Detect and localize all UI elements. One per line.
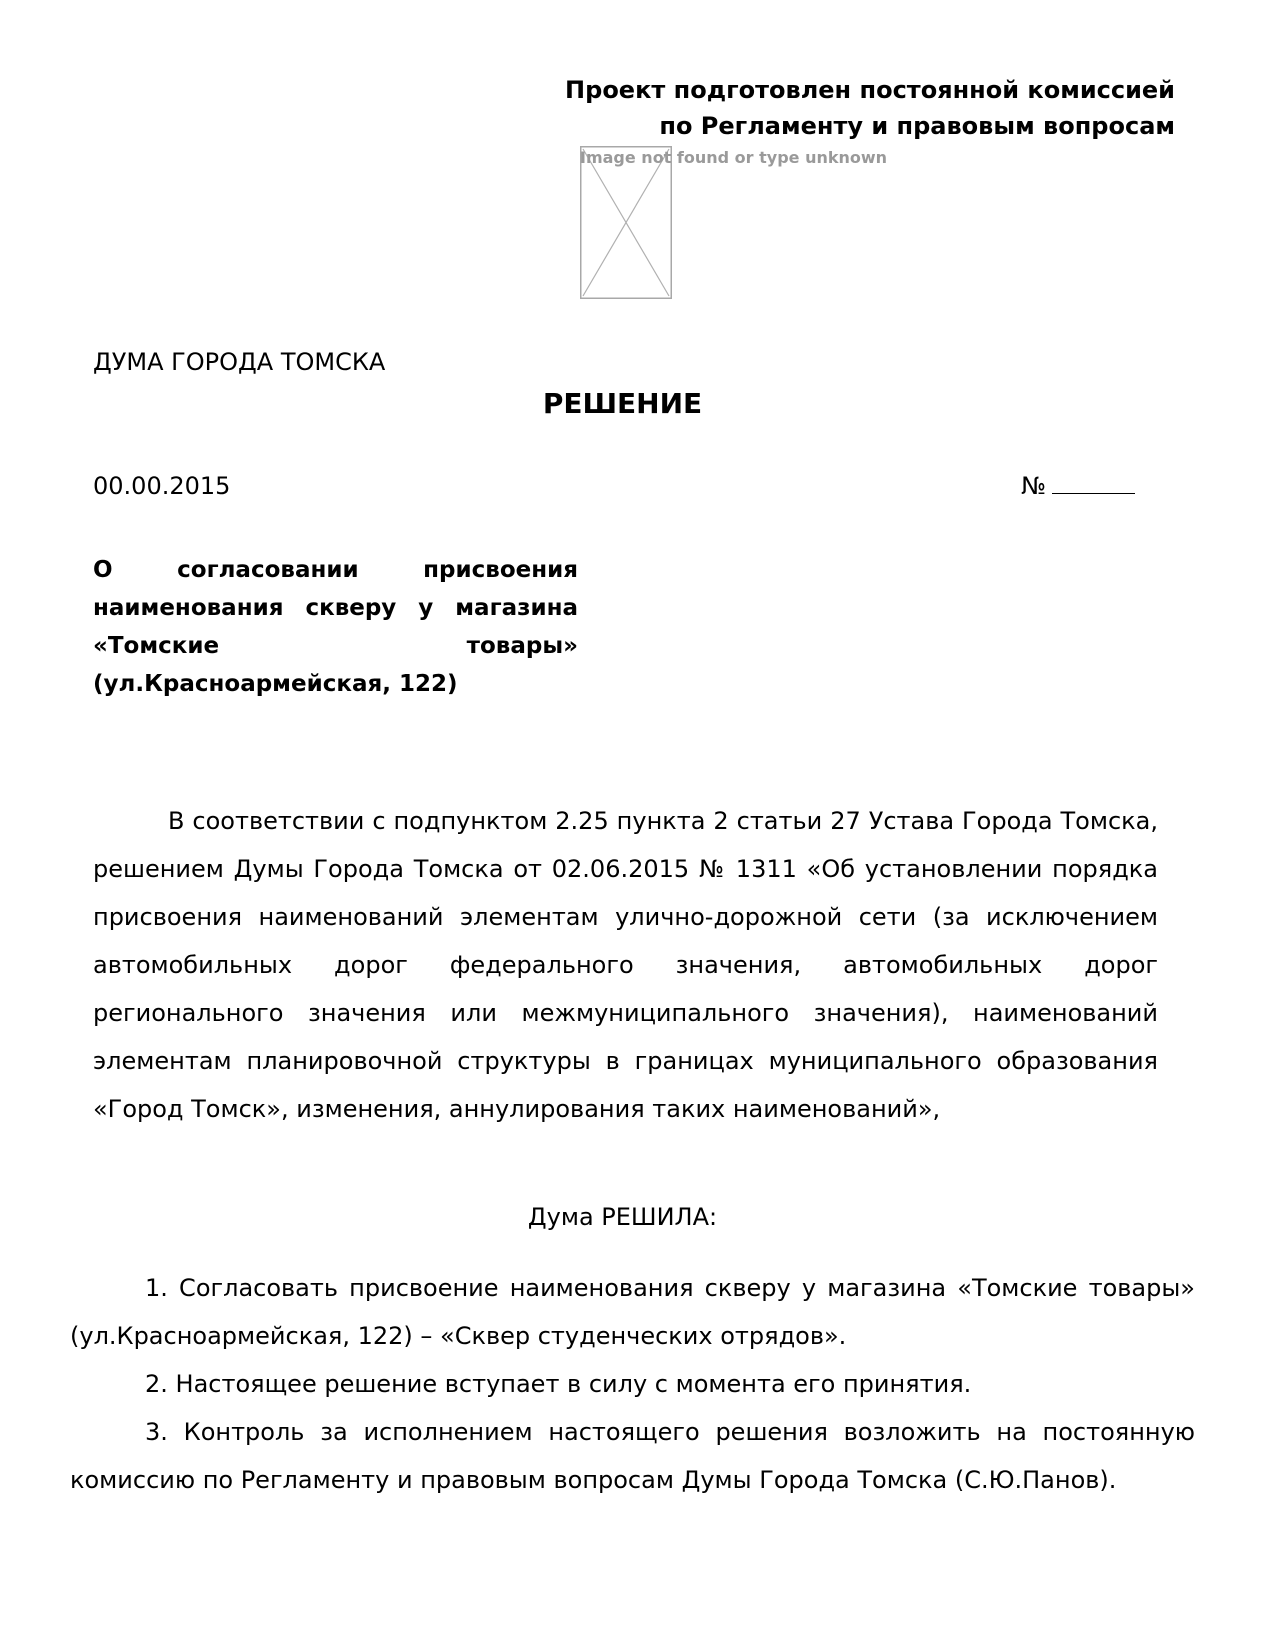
document-date: 00.00.2015	[93, 472, 231, 500]
header-line-1: Проект подготовлен постоянной комиссией	[565, 76, 1175, 104]
broken-image-icon	[580, 146, 672, 299]
decision-items	[70, 1264, 1195, 1504]
broken-image-placeholder	[580, 146, 888, 299]
decision-item-1: 1. Согласовать присвоение наименования скверу у магазина «Томские товары» (ул.Красноармейская, 122) – «Сквер студенческих отрядов».	[70, 1274, 1195, 1350]
document-title: РЕШЕНИЕ	[542, 387, 703, 420]
number-blank-line	[1052, 471, 1135, 494]
prepared-by-header	[565, 72, 1175, 144]
document-number	[1021, 470, 1135, 502]
header-line-2: по Регламенту и правовым вопросам	[659, 112, 1175, 140]
council-name: ДУМА ГОРОДА ТОМСКА	[93, 348, 386, 376]
decision-item-2: 2. Настоящее решение вступает в силу с момента его принятия.	[145, 1370, 972, 1398]
decision-item-3: 3. Контроль за исполнением настоящего решения возложить на постоянную комиссию по Регламенту и правовым вопросам Думы Города Томска (С.Ю.Панов).	[70, 1418, 1195, 1494]
preamble-paragraph: В соответствии с подпунктом 2.25 пункта 2 статьи 27 Устава Города Томска, решением Думы Города Томска от 02.06.2015 № 1311 «Об установлении порядка присвоения наименований элементам улично-дорожной сети (за исключением автомобильных дорог федерального значения, автомобильных дорог регионального значения или межмуниципального значения), наименований элементам планировочной структуры в границах муниципального образования «Город Томск», изменения, аннулирования таких наименований»,	[93, 807, 1158, 1123]
resolved-heading: Дума РЕШИЛА:	[527, 1203, 718, 1231]
decision-subject: О согласовании присвоения наименования скверу у магазина «Томские товары» (ул.Красноармейская, 122)	[93, 557, 578, 697]
image-alt-text: Image not found or type unknown	[580, 148, 888, 167]
number-label: №	[1021, 472, 1046, 500]
